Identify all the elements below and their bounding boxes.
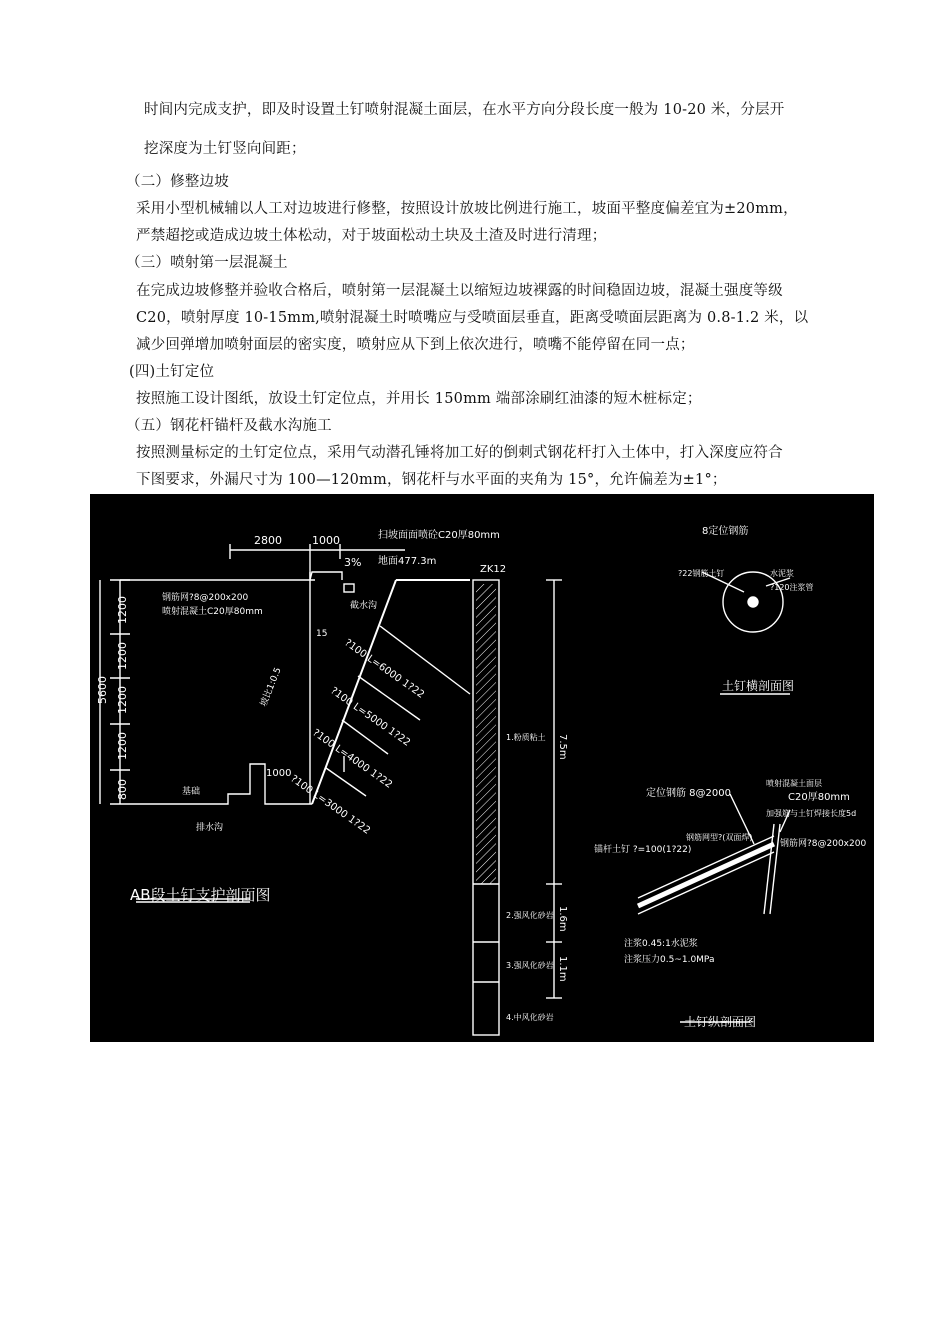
- soil-nail-4: [326, 768, 366, 796]
- left-dim-1: 1200: [116, 596, 129, 624]
- long-nail-label: 锚杆土钉 ?=100(1?22): [594, 845, 692, 855]
- paragraph-line: 在完成边坡修整并验收合格后，喷射第一层混凝土以缩短边坡裸露的时间稳固边坡，混凝土强度等级: [136, 283, 783, 299]
- nail-label-4: ?100 L=3000 1?22: [288, 773, 373, 837]
- layer-2-name: 2.强风化砂岩: [506, 911, 554, 920]
- cross-title: 8定位钢筋: [702, 526, 749, 537]
- dim-1000: 1000: [312, 534, 340, 547]
- paragraph-line: 时间内完成支护，即及时设置土钉喷射混凝土面层，在水平方向分段长度一般为 10-20 米，分层开: [144, 102, 785, 118]
- layer-3-thick: 1.1m: [557, 956, 568, 982]
- foundation-label: 基础: [182, 787, 201, 797]
- cross-nail-label: ?22钢筋土钉: [678, 569, 725, 578]
- long-fix-label: 钢筋网型?(双面焊): [686, 833, 753, 842]
- soil-nail-1: [380, 626, 470, 694]
- mesh-note-2: 喷射混凝土C20厚80mm: [162, 607, 263, 617]
- cad-drawing-svg: [90, 494, 874, 1042]
- nail-label-2: ?100 L=5000 1?22: [328, 685, 413, 749]
- paragraph-line: 挖深度为土钉竖向间距；: [144, 141, 306, 157]
- section-heading: （五）钢花杆锚杆及截水沟施工: [126, 418, 332, 434]
- cross-caption: 土钉横剖面图: [722, 679, 795, 693]
- paragraph-line: 按照施工设计图纸，放设土钉定位点，并用长 150mm 端部涂刷红油漆的短木桩标定；: [136, 391, 702, 407]
- mesh-note-1: 钢筋网?8@200x200: [162, 593, 249, 603]
- section-heading: （三）喷射第一层混凝土: [126, 255, 288, 271]
- long-caption: 土钉纵剖面图: [684, 1015, 757, 1029]
- nail-label-1: ?100 L=6000 1?22: [342, 637, 427, 701]
- long-spray-label: 喷射混凝土面层: [766, 779, 822, 788]
- cross-hole-label: ?120注浆管: [770, 583, 814, 592]
- slope-face: [312, 580, 396, 804]
- long-c20-label: C20厚80mm: [788, 792, 850, 803]
- section-heading: (四)土钉定位: [129, 364, 215, 380]
- surface-note: 扫坡面面喷砼C20厚80mm: [378, 530, 500, 541]
- long-grout-1: 注浆0.45:1水泥浆: [624, 939, 698, 949]
- slope-percent: 3%: [344, 556, 362, 569]
- cross-grout-label: 水泥浆: [770, 569, 794, 578]
- layer-1-thick: 7.5m: [557, 734, 568, 760]
- long-mesh-label: 钢筋网?8@200x200: [780, 839, 867, 849]
- ground-elevation: 地面477.3m: [378, 556, 437, 567]
- layer-1-name: 1.粉质粘土: [506, 733, 546, 742]
- dim-2800: 2800: [254, 534, 282, 547]
- left-dim-2: 1200: [116, 642, 129, 670]
- drain-ditch-label: 截水沟: [350, 601, 378, 611]
- base-width: 1000: [266, 768, 292, 779]
- long-locate-label: 定位钢筋 8@2000: [646, 788, 731, 799]
- layer-3-name: 3.强风化砂岩: [506, 961, 554, 970]
- section-heading: （二）修整边坡: [126, 174, 229, 190]
- slope-ratio-label: 坡比1:0.5: [259, 666, 284, 709]
- total-height: 5600: [96, 676, 109, 704]
- left-dim-3: 1200: [116, 686, 129, 714]
- left-dim-5: 800: [116, 779, 129, 800]
- nail-label-3: ?100 L=4000 1?22: [310, 727, 395, 791]
- soil-nail-drawing: [90, 494, 874, 1042]
- borehole-label: ZK12: [480, 564, 507, 575]
- paragraph-line: 减少回弹增加喷射面层的密实度，喷射应从下到上依次进行，喷嘴不能停留在同一点；: [136, 337, 695, 353]
- paragraph-line: 严禁超挖或造成边坡土体松动，对于坡面松动土块及土渣及时进行清理；: [136, 228, 607, 244]
- angle-label: 15: [316, 629, 328, 639]
- paragraph-line: 下图要求，外漏尺寸为 100—120mm，钢花杆与水平面的夹角为 15°，允许偏差为±1°；: [136, 472, 727, 488]
- main-title: AB段土钉支护剖面图: [130, 886, 271, 904]
- left-dim-4: 1200: [116, 732, 129, 760]
- paragraph-line: C20，喷射厚度 10-15mm,喷射混凝土时喷嘴应与受喷面层垂直，距离受喷面层距离为 0.8-1.2 米，以: [136, 310, 809, 326]
- long-grout-2: 注浆压力0.5~1.0MPa: [624, 955, 715, 965]
- layer-4-name: 4.中风化砂岩: [506, 1013, 554, 1022]
- drain-bottom-label: 排水沟: [196, 823, 224, 833]
- layer-2-thick: 1.6m: [557, 906, 568, 932]
- paragraph-line: 采用小型机械辅以人工对边坡进行修整，按照设计放坡比例进行施工，坡面平整度偏差宜为±20mm，: [136, 201, 798, 217]
- long-plus-label: 加强筋与土钉焊接长度5d: [766, 809, 857, 818]
- paragraph-line: 按照测量标定的土钉定位点，采用气动潜孔锤将加工好的倒刺式钢花杆打入土体中，打入深度应符合: [136, 445, 783, 461]
